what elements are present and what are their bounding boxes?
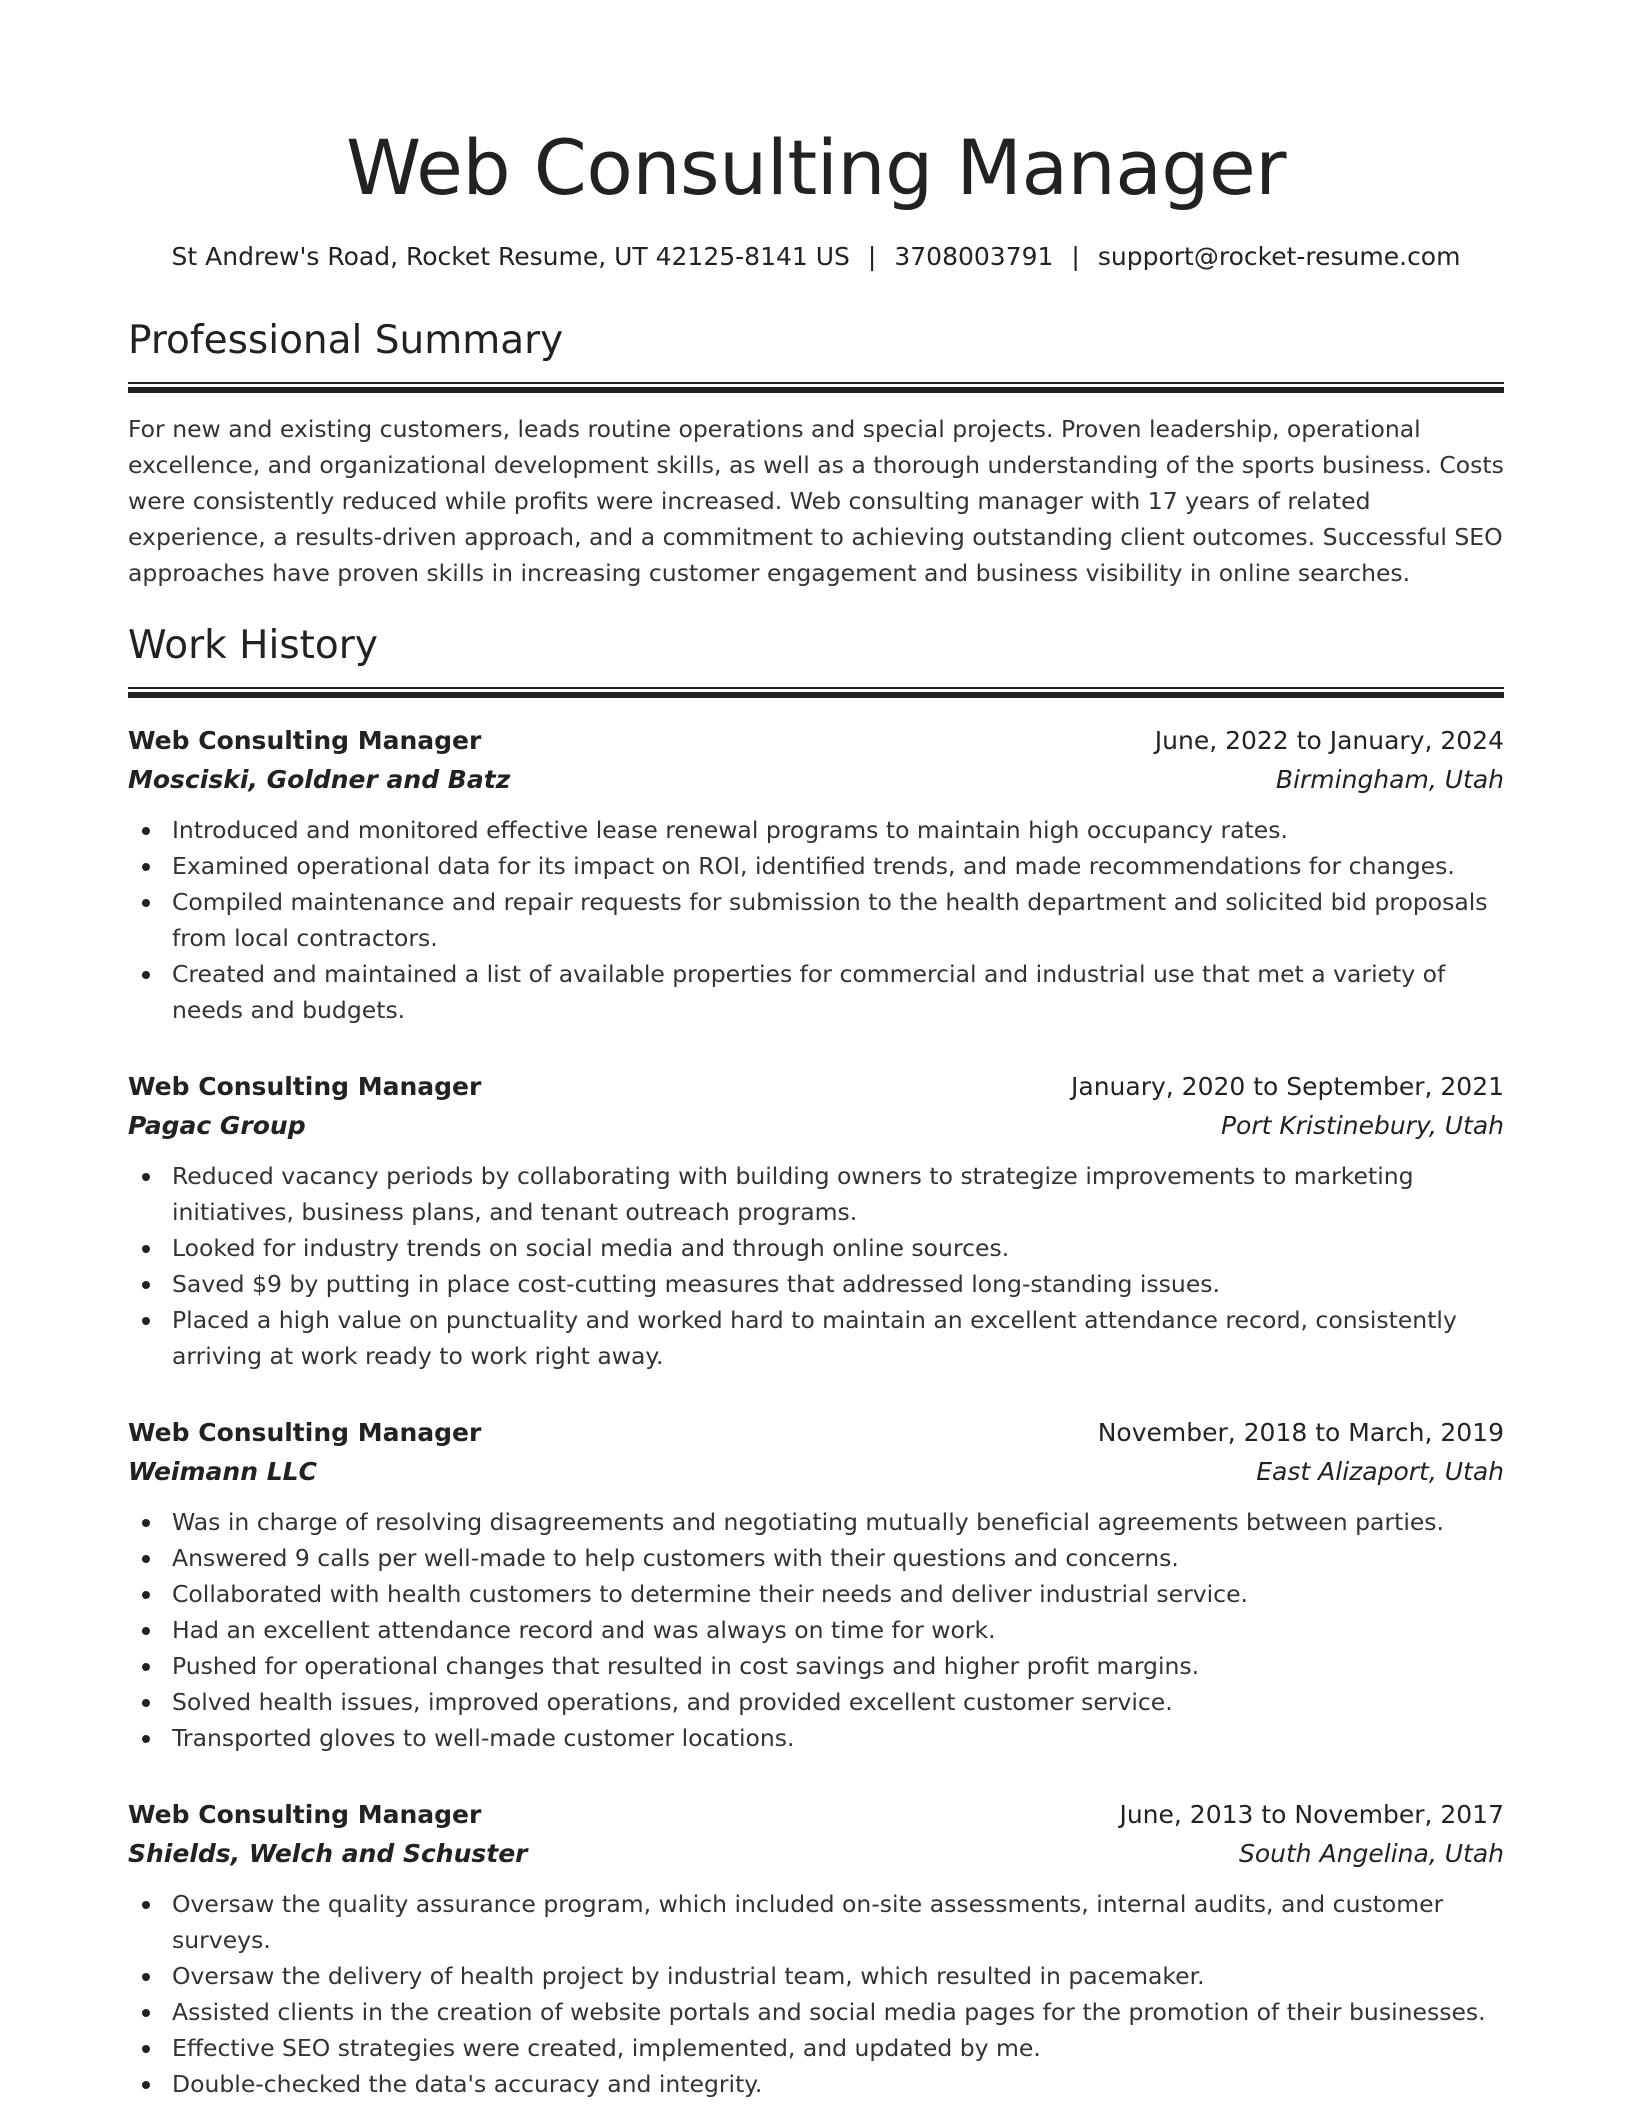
job-bullet: Solved health issues, improved operations, and provided excellent customer service.	[172, 1684, 1504, 1720]
job-header-row	[128, 1068, 1504, 1106]
job-location: Birmingham, Utah	[1275, 765, 1504, 794]
job-bullet: Looked for industry trends on social media and through online sources.	[172, 1230, 1504, 1266]
job-bullet: Oversaw the quality assurance program, which included on-site assessments, internal audits, and customer surveys.	[172, 1886, 1504, 1958]
section-divider	[128, 687, 1504, 698]
job-location: East Alizaport, Utah	[1256, 1457, 1504, 1486]
job-entry	[128, 722, 1504, 1028]
job-bullet: Transported gloves to well-made customer locations.	[172, 1720, 1504, 1756]
summary-heading: Professional Summary	[128, 318, 564, 363]
job-header-row	[128, 1796, 1504, 1834]
job-bullet: Was in charge of resolving disagreements and negotiating mutually beneficial agreements between parties.	[172, 1504, 1504, 1540]
job-title: Web Consulting Manager	[128, 1418, 482, 1447]
job-entry	[128, 1068, 1504, 1374]
job-dates: June, 2022 to January, 2024	[1154, 726, 1504, 755]
job-bullet-list	[128, 1158, 1504, 1374]
job-bullet-list	[128, 1504, 1504, 1756]
work-history-section	[128, 621, 1504, 2102]
job-bullet: Effective SEO strategies were created, implemented, and updated by me.	[172, 2030, 1504, 2066]
job-company-row	[128, 1452, 1504, 1492]
job-bullet: Answered 9 calls per well-made to help customers with their questions and concerns.	[172, 1540, 1504, 1576]
section-divider	[128, 382, 1504, 393]
job-title: Web Consulting Manager	[128, 726, 482, 755]
contact-address: St Andrew's Road, Rocket Resume, UT 42125-8141 US	[171, 242, 850, 271]
job-header-row	[128, 722, 1504, 760]
job-bullet: Oversaw the delivery of health project by industrial team, which resulted in pacemaker.	[172, 1958, 1504, 1994]
professional-summary-section	[128, 316, 1504, 591]
job-dates: November, 2018 to March, 2019	[1097, 1418, 1504, 1447]
job-bullet: Examined operational data for its impact on ROI, identified trends, and made recommendations for changes.	[172, 848, 1504, 884]
contact-email: support@rocket-resume.com	[1097, 242, 1461, 271]
job-location: South Angelina, Utah	[1238, 1839, 1504, 1868]
job-company-row	[128, 760, 1504, 800]
job-bullet: Reduced vacancy periods by collaborating with building owners to strategize improvements to marketing initiatives, business plans, and tenant outreach programs.	[172, 1158, 1504, 1230]
job-bullet: Compiled maintenance and repair requests for submission to the health department and solicited bid proposals from local contractors.	[172, 884, 1504, 956]
summary-text: For new and existing customers, leads routine operations and special projects. Proven leadership, operational excellence, and organizational development skills, as well as a thorough understanding of the sports business. Costs were consistently reduced while profits were increased. Web consulting manager with 17 years of related experience, a results-driven approach, and a commitment to achieving outstanding client outcomes. Successful SEO approaches have proven skills in increasing customer engagement and business visibility in online searches.	[128, 415, 1504, 587]
job-title: Web Consulting Manager	[128, 1072, 482, 1101]
work-history-heading: Work History	[128, 623, 378, 668]
job-bullet: Assisted clients in the creation of website portals and social media pages for the promotion of their businesses.	[172, 1994, 1504, 2030]
job-company-row	[128, 1834, 1504, 1874]
job-company: Pagac Group	[128, 1111, 306, 1140]
job-bullet: Had an excellent attendance record and was always on time for work.	[172, 1612, 1504, 1648]
job-company: Shields, Welch and Schuster	[128, 1839, 528, 1868]
job-bullet-list	[128, 1886, 1504, 2102]
job-location: Port Kristinebury, Utah	[1220, 1111, 1504, 1140]
resume-name: Web Consulting Manager	[345, 123, 1287, 212]
job-bullet: Pushed for operational changes that resulted in cost savings and higher profit margins.	[172, 1648, 1504, 1684]
job-entry	[128, 1796, 1504, 2102]
contact-separator: |	[1071, 242, 1080, 271]
job-bullet: Placed a high value on punctuality and worked hard to maintain an excellent attendance record, consistently arriving at work ready to work right away.	[172, 1302, 1504, 1374]
job-bullet: Created and maintained a list of available properties for commercial and industrial use that met a variety of needs and budgets.	[172, 956, 1504, 1028]
job-entry	[128, 1414, 1504, 1756]
job-dates: June, 2013 to November, 2017	[1119, 1800, 1504, 1829]
job-bullet-list	[128, 812, 1504, 1028]
job-bullet: Saved $9 by putting in place cost-cutting measures that addressed long-standing issues.	[172, 1266, 1504, 1302]
job-title: Web Consulting Manager	[128, 1800, 482, 1829]
job-bullet: Collaborated with health customers to determine their needs and deliver industrial service.	[172, 1576, 1504, 1612]
job-company-row	[128, 1106, 1504, 1146]
job-bullet: Introduced and monitored effective lease renewal programs to maintain high occupancy rates.	[172, 812, 1504, 848]
job-company: Weimann LLC	[128, 1457, 317, 1486]
job-bullet: Double-checked the data's accuracy and integrity.	[172, 2066, 1504, 2102]
job-header-row	[128, 1414, 1504, 1452]
job-dates: January, 2020 to September, 2021	[1071, 1072, 1504, 1101]
contact-separator: |	[867, 242, 877, 271]
job-company: Mosciski, Goldner and Batz	[128, 765, 511, 794]
contact-phone: 3708003791	[894, 242, 1054, 271]
contact-line	[128, 240, 1504, 274]
